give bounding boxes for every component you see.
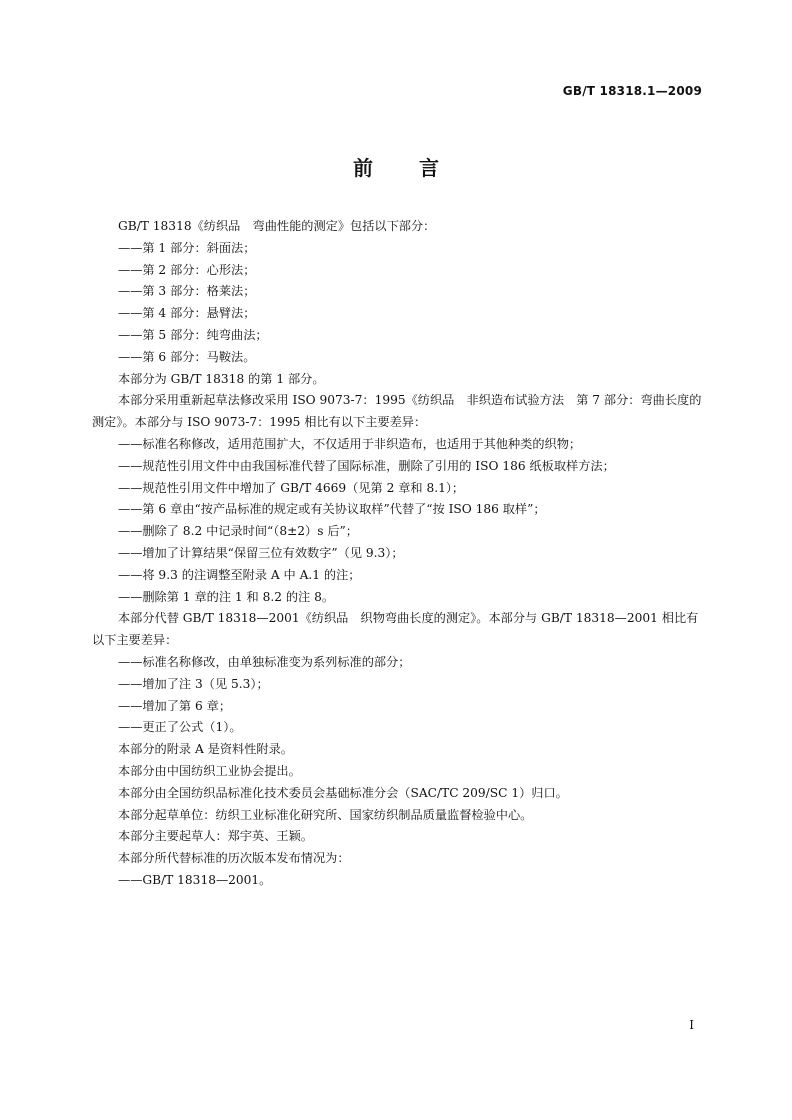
list-item: ——规范性引用文件中由我国标准代替了国际标准，删除了引用的 ISO 186 纸板取样方法；: [118, 458, 615, 473]
list-item: ——规范性引用文件中增加了 GB/T 4669（见第 2 章和 8.1）；: [118, 480, 465, 495]
paragraph: 本部分由中国纺织工业协会提出。: [118, 763, 301, 778]
list-item: ——增加了第 6 章；: [118, 698, 232, 713]
standard-code: GB/T 18318.1—2009: [562, 84, 702, 98]
list-item: ——增加了注 3（见 5.3）；: [118, 676, 269, 691]
list-item: ——将 9.3 的注调整至附录 A 中 A.1 的注；: [118, 567, 361, 582]
list-item: ——删除第 1 章的注 1 和 8.2 的注 8。: [118, 589, 335, 604]
paragraph: 本部分采用重新起草法修改采用 ISO 9073-7：1995《纺织品 非织造布试验方法 第 7 部分：弯曲长度的测定》。本部分与 ISO 9073-7：1995 相比有以下主要差异：: [92, 393, 702, 430]
list-item: ——第 2 部分：心形法；: [118, 262, 256, 277]
page-number: I: [689, 1018, 694, 1032]
paragraph: 本部分所代替标准的历次版本发布情况为：: [118, 851, 350, 866]
list-item: ——第 6 章由“按产品标准的规定或有关协议取样”代替了“按 ISO 186 取样”；: [118, 502, 546, 517]
paragraph: 本部分代替 GB/T 18318—2001《纺织品 织物弯曲长度的测定》。本部分与 GB/T 18318—2001 相比有以下主要差异：: [92, 611, 699, 648]
paragraph: 本部分的附录 A 是资料性附录。: [118, 742, 293, 757]
list-item: ——第 3 部分：格莱法；: [118, 284, 256, 299]
paragraph: GB/T 18318《纺织品 弯曲性能的测定》包括以下部分：: [118, 219, 436, 233]
list-item: ——标准名称修改，适用范围扩大，不仅适用于非织造布，也适用于其他种类的织物；: [118, 436, 582, 451]
list-item: ——第 5 部分：纯弯曲法；: [118, 327, 268, 342]
list-item: ——第 4 部分：悬臂法；: [118, 306, 256, 321]
list-item: ——第 6 部分：马鞍法。: [118, 349, 256, 364]
list-item: ——增加了计算结果“保留三位有效数字”（见 9.3）；: [118, 545, 404, 560]
list-item: ——删除了 8.2 中记录时间“（8±2）s 后”；: [118, 524, 358, 539]
list-item: ——标准名称修改，由单独标准变为系列标准的部分；: [118, 654, 411, 669]
paragraph: 本部分起草单位：纺织工业标准化研究所、国家纺织制品质量监督检验中心。: [118, 807, 533, 822]
paragraph: 本部分由全国纺织品标准化技术委员会基础标准分会（SAC/TC 209/SC 1）归口。: [118, 785, 568, 800]
paragraph: 本部分为 GB/T 18318 的第 1 部分。: [118, 371, 325, 386]
paragraph: 本部分主要起草人：郑宇英、王颖。: [118, 829, 313, 844]
list-item: ——更正了公式（1）。: [118, 720, 242, 735]
list-item: ——第 1 部分：斜面法；: [118, 240, 256, 255]
document-body: [92, 216, 706, 892]
list-item: ——GB/T 18318—2001。: [118, 872, 272, 887]
page-title: 前言: [353, 156, 485, 180]
